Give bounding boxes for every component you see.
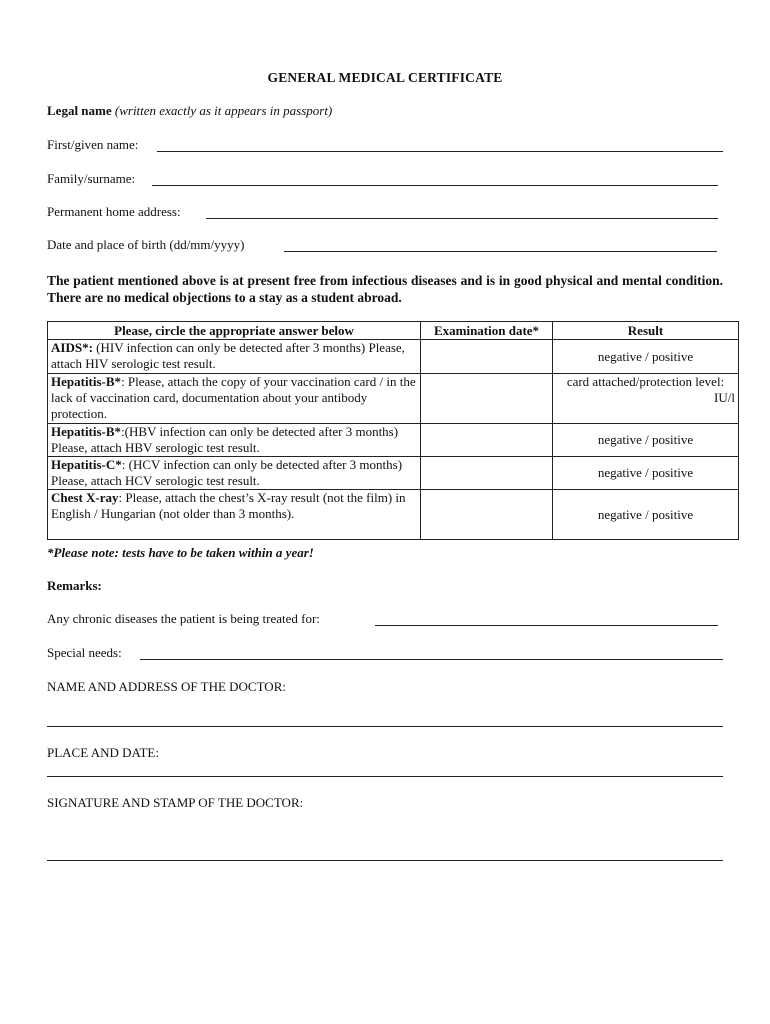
test-instructions: : Please, attach the copy of your vaccination card / in the lack of vaccination card, documentation about your antibody protection. (51, 374, 416, 421)
result-protection-level: card attached/protection level: (566, 374, 725, 389)
legal-name-heading (47, 103, 332, 119)
chronic-diseases-field[interactable] (375, 625, 718, 626)
result-cell[interactable]: negative / positive (553, 490, 739, 540)
place-date-field[interactable] (47, 776, 723, 777)
test-name: Hepatitis-B* (51, 424, 122, 439)
exam-date-cell[interactable] (421, 374, 553, 424)
examination-table (47, 321, 739, 540)
test-name: Hepatitis-B* (51, 374, 122, 389)
test-name: Hepatitis-C* (51, 457, 122, 472)
birth-label: Date and place of birth (dd/mm/yyyy) (47, 237, 245, 252)
test-description (48, 340, 421, 374)
test-instructions: :(HBV infection can only be detected after 3 months) Please, attach HBV serologic test result. (51, 424, 399, 455)
test-instructions: : Please, attach the chest’s X-ray result (not the film) in English / Hungarian (not older than 3 months). (51, 490, 406, 521)
exam-date-cell[interactable] (421, 490, 553, 540)
address-field[interactable] (206, 218, 718, 219)
doctor-name-address-field[interactable] (47, 726, 723, 727)
special-needs-field[interactable] (140, 659, 723, 660)
result-cell[interactable]: negative / positive (553, 457, 739, 490)
test-validity-note: *Please note: tests have to be taken within a year! (47, 545, 314, 560)
family-name-field[interactable] (152, 185, 718, 186)
result-cell[interactable]: negative / positive (553, 340, 739, 374)
table-row (48, 457, 739, 490)
result-cell[interactable] (553, 374, 739, 424)
test-instructions: (HIV infection can only be detected after 3 months) Please, attach HIV serologic test result. (51, 340, 405, 371)
doctor-name-address-label: NAME AND ADDRESS OF THE DOCTOR: (47, 679, 286, 694)
signature-label: SIGNATURE AND STAMP OF THE DOCTOR: (47, 795, 304, 810)
header-instruction: Please, circle the appropriate answer below (48, 322, 421, 340)
exam-date-cell[interactable] (421, 340, 553, 374)
test-description (48, 374, 421, 424)
address-label: Permanent home address: (47, 204, 181, 219)
test-instructions: : (HCV infection can only be detected after 3 months) Please, attach HCV serologic test result. (51, 457, 403, 488)
place-date-label: PLACE AND DATE: (47, 745, 159, 760)
special-needs-label: Special needs: (47, 645, 122, 660)
exam-date-cell[interactable] (421, 457, 553, 490)
test-description (48, 424, 421, 457)
chronic-diseases-label: Any chronic diseases the patient is being treated for: (47, 611, 320, 626)
remarks-heading: Remarks: (47, 578, 102, 593)
result-unit: IU/l (714, 390, 735, 405)
legal-name-hint: (written exactly as it appears in passport) (114, 103, 333, 118)
test-description (48, 457, 421, 490)
result-cell[interactable]: negative / positive (553, 424, 739, 457)
legal-name-label: Legal name (47, 103, 112, 118)
health-declaration: The patient mentioned above is at present free from infectious diseases and is in good physical and mental condition. There are no medical objections to a stay as a student abroad. (47, 273, 723, 305)
table-row (48, 490, 739, 540)
test-name: Chest X-ray (51, 490, 119, 505)
first-name-field[interactable] (157, 151, 723, 152)
exam-date-cell[interactable] (421, 424, 553, 457)
header-result: Result (553, 322, 739, 340)
table-header-row (48, 322, 739, 340)
document-title: GENERAL MEDICAL CERTIFICATE (267, 70, 503, 85)
table-row (48, 424, 739, 457)
first-name-label: First/given name: (47, 137, 139, 152)
birth-field[interactable] (284, 251, 717, 252)
family-name-label: Family/surname: (47, 171, 136, 186)
header-exam-date: Examination date* (421, 322, 553, 340)
test-name: AIDS*: (51, 340, 93, 355)
test-description (48, 490, 421, 540)
signature-field[interactable] (47, 860, 723, 861)
table-row (48, 374, 739, 424)
table-row (48, 340, 739, 374)
